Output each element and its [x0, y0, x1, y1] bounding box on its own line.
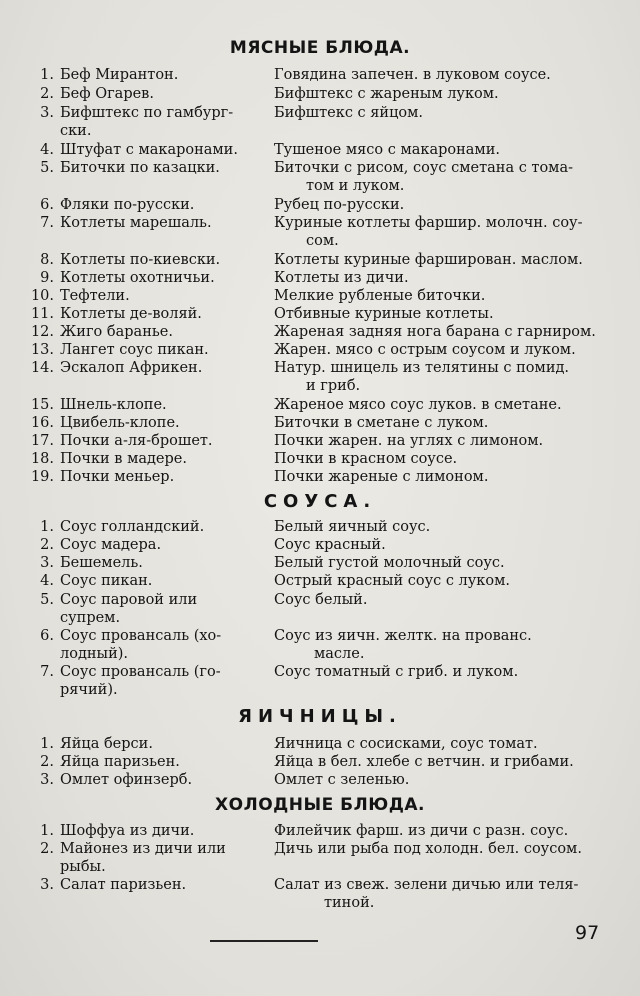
- item-description: [274, 876, 604, 912]
- item-number: 19.: [30, 469, 54, 485]
- item-name: Салат паризьен.: [60, 877, 187, 893]
- item-number: 1.: [40, 736, 54, 752]
- item-name: Штуфат с макаронами.: [60, 142, 238, 158]
- item-number: 14.: [30, 360, 54, 376]
- item-description: Яичница с сосисками, соус томат.: [274, 736, 538, 752]
- item-number: 9.: [40, 270, 54, 286]
- item-description: Соус томатный с гриб. и луком.: [274, 664, 519, 680]
- item-description: [274, 627, 604, 663]
- item-name: Соус провансаль (го- рячий).: [60, 664, 221, 698]
- item-name: Котлеты охотничьи.: [60, 270, 215, 286]
- item-number: 5.: [40, 160, 54, 176]
- item-number: 6.: [40, 197, 54, 213]
- item-description: Котлеты из дичи.: [274, 270, 409, 286]
- item-name: Лангет соус пикан.: [60, 342, 209, 358]
- item-description: Жареное мясо соус луков. в сметане.: [274, 397, 562, 413]
- item-description: [274, 359, 604, 395]
- item-number: 5.: [40, 592, 54, 608]
- item-description: Тушеное мясо с макаронами.: [274, 142, 500, 158]
- item-description-line: Куриные котлеты фаршир. молочн. соу-: [274, 215, 583, 231]
- heading-sauces: СОУСА.: [263, 491, 377, 512]
- item-description: Филейчик фарш. из дичи с разн. соус.: [274, 823, 569, 839]
- item-description: Яйца в бел. хлебе с ветчин. и грибами.: [274, 754, 574, 770]
- item-description: Жарен. мясо с острым соусом и луком.: [274, 342, 576, 358]
- item-name: Омлет офинзерб.: [60, 772, 193, 788]
- item-name: Яйца паризьен.: [60, 754, 180, 770]
- item-name: Котлеты по-киевски.: [60, 252, 221, 268]
- item-name: Беф Мирантон.: [60, 67, 179, 83]
- item-description: Омлет с зеленью.: [274, 772, 410, 788]
- item-description: Мелкие рубленые биточки.: [274, 288, 486, 304]
- item-number: 12.: [30, 324, 54, 340]
- item-description: Бифштекс с яйцом.: [274, 105, 424, 121]
- item-number: 13.: [30, 342, 54, 358]
- item-description: Бифштекс с жареным луком.: [274, 86, 499, 102]
- item-name: Бифштекс по гамбург- ски.: [60, 105, 234, 139]
- item-number: 4.: [40, 573, 54, 589]
- item-description: Почки в красном соусе.: [274, 451, 458, 467]
- item-description: [274, 159, 604, 195]
- item-description-line: Соус из яичн. желтк. на прованс.: [274, 628, 532, 644]
- item-number: 11.: [30, 306, 54, 322]
- item-name: Соус провансаль (хо- лодный).: [60, 628, 222, 662]
- item-description: Почки жарен. на углях с лимоном.: [274, 433, 544, 449]
- item-number: 2.: [40, 537, 54, 553]
- item-number: 2.: [40, 841, 54, 857]
- item-number: 15.: [30, 397, 54, 413]
- heading-cold-dishes: ХОЛОДНЫЕ БЛЮДА.: [215, 795, 425, 815]
- item-name: Жиго баранье.: [60, 324, 173, 340]
- item-name: Майонез из дичи или рыбы.: [60, 841, 226, 875]
- item-description: Котлеты куриные фарширован. маслом.: [274, 252, 583, 268]
- item-description-continuation: тиной.: [324, 895, 375, 911]
- item-name: Почки а-ля-брошет.: [60, 433, 213, 449]
- item-name: Соус голландский.: [60, 519, 205, 535]
- item-number: 1.: [40, 519, 54, 535]
- item-number: 3.: [40, 555, 54, 571]
- item-name: Почки в мадере.: [60, 451, 187, 467]
- item-description-continuation: масле.: [314, 646, 365, 662]
- item-description: Соус белый.: [274, 592, 368, 608]
- item-name: Бешемель.: [60, 555, 143, 571]
- heading-meat-dishes: МЯСНЫЕ БЛЮДА.: [229, 38, 411, 58]
- heading-omelettes: ЯИЧНИЦЫ.: [238, 706, 402, 727]
- item-description: Острый красный соус с луком.: [274, 573, 510, 589]
- item-name: Соус паровой или супрем.: [60, 592, 198, 626]
- item-name: Цвибель-клопе.: [60, 415, 180, 431]
- item-name: Соус мадера.: [60, 537, 162, 553]
- item-number: 3.: [40, 772, 54, 788]
- item-number: 7.: [40, 664, 54, 680]
- item-description: [274, 214, 604, 250]
- item-number: 1.: [40, 67, 54, 83]
- item-name: Яйца берси.: [60, 736, 153, 752]
- item-description: Биточки в сметане с луком.: [274, 415, 489, 431]
- item-description: Говядина запечен. в луковом соусе.: [274, 67, 551, 83]
- item-description-continuation: и гриб.: [306, 378, 361, 394]
- item-name: Тефтели.: [60, 288, 130, 304]
- item-number: 17.: [30, 433, 54, 449]
- item-number: 18.: [30, 451, 54, 467]
- item-number: 2.: [40, 754, 54, 770]
- item-name: Соус пикан.: [60, 573, 153, 589]
- item-description: Рубец по-русски.: [274, 197, 405, 213]
- page-number: 97: [575, 922, 600, 944]
- item-number: 1.: [40, 823, 54, 839]
- item-name: Фляки по-русски.: [60, 197, 195, 213]
- item-description-continuation: том и луком.: [306, 178, 405, 194]
- item-description: Почки жареные с лимоном.: [274, 469, 489, 485]
- item-number: 8.: [40, 252, 54, 268]
- item-description-continuation: сом.: [306, 233, 339, 249]
- item-description: Соус красный.: [274, 537, 386, 553]
- item-number: 3.: [40, 105, 54, 121]
- footer-rule: [210, 940, 318, 942]
- item-name: Котлеты марешаль.: [60, 215, 212, 231]
- item-description-line: Салат из свеж. зелени дичью или теля-: [274, 877, 579, 893]
- item-description-line: Биточки с рисом, соус сметана с тома-: [274, 160, 573, 176]
- item-name: Почки меньер.: [60, 469, 175, 485]
- item-name: Шнель-клопе.: [60, 397, 167, 413]
- item-number: 2.: [40, 86, 54, 102]
- item-description: Отбивные куриные котлеты.: [274, 306, 494, 322]
- item-name: Эскалоп Африкен.: [60, 360, 203, 376]
- item-description: Дичь или рыба под холодн. бел. соусом.: [274, 841, 582, 857]
- item-number: 3.: [40, 877, 54, 893]
- item-description: Белый яичный соус.: [274, 519, 431, 535]
- item-name: Котлеты де-воляй.: [60, 306, 202, 322]
- item-number: 6.: [40, 628, 54, 644]
- item-description: Жареная задняя нога барана с гарниром.: [274, 324, 596, 340]
- item-number: 10.: [30, 288, 54, 304]
- item-name: Биточки по казацки.: [60, 160, 220, 176]
- item-description: Белый густой молочный соус.: [274, 555, 505, 571]
- item-description-line: Натур. шницель из телятины с помид.: [274, 360, 570, 376]
- item-name: Беф Огарев.: [60, 86, 154, 102]
- item-name: Шоффуа из дичи.: [60, 823, 195, 839]
- item-number: 16.: [30, 415, 54, 431]
- item-number: 7.: [40, 215, 54, 231]
- item-number: 4.: [40, 142, 54, 158]
